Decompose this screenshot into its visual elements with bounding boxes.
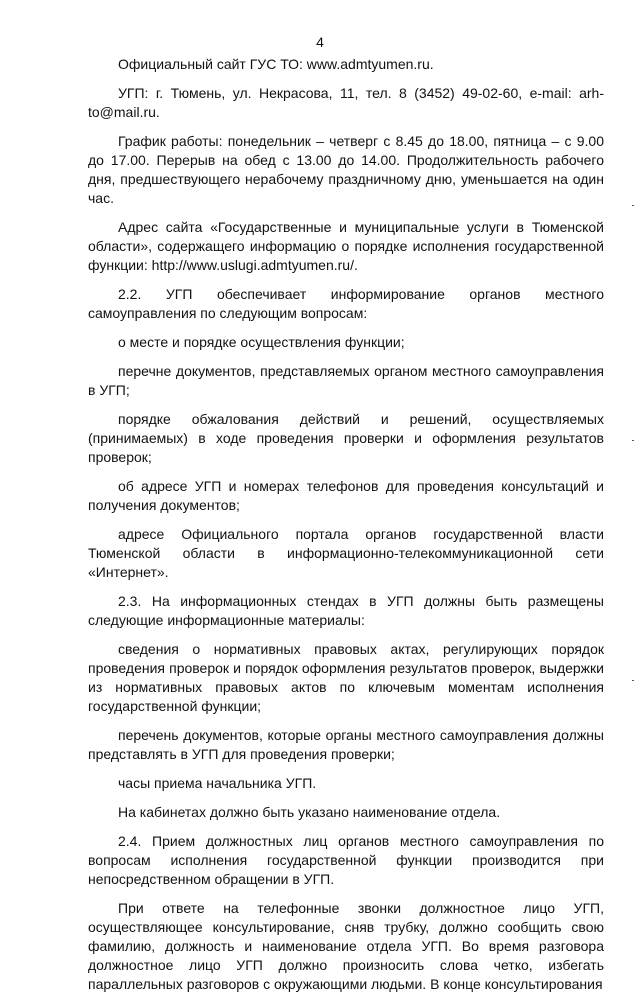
document-body — [88, 55, 604, 994]
list-item-address-phones: об адресе УГП и номерах телефонов для проведения консультаций и получения документов; — [88, 478, 604, 513]
paragraph-2-2: 2.2. УГП обеспечивает информирование органов местного самоуправления по следующим вопросам: — [88, 286, 604, 321]
paragraph-2-4: 2.4. Прием должностных лиц органов местного самоуправления по вопросам исполнения государственной функции производится при непосредственном обращении в УГП. — [88, 833, 604, 887]
list-item-place-order: о месте и порядке осуществления функции; — [118, 334, 405, 350]
scan-mark — [632, 680, 634, 681]
paragraph-work-schedule: График работы: понедельник – четверг с 8.45 до 18.00, пятница – с 9.00 до 17.00. Перерыв на обед с 13.00 до 14.00. Продолжительность рабочего дня, предшествующего нерабочему праздничному дню, уменьшается на один час. — [88, 133, 604, 206]
scan-mark — [632, 440, 634, 441]
paragraph-official-site: Официальный сайт ГУС ТО: www.admtyumen.ru. — [118, 56, 434, 72]
list-item-appeal: порядке обжалования действий и решений, осуществляемых (принимаемых) в ходе проведения проверки и оформления результатов проверок; — [88, 411, 604, 465]
paragraph-services-site: Адрес сайта «Государственные и муниципальные услуги в Тюменской области», содержащего информацию о порядке исполнения государственной функции: http://www.uslugi.admtyumen.ru/. — [88, 219, 604, 273]
list-item-normative-acts: сведения о нормативных правовых актах, регулирующих порядок проведения проверок и порядок оформления результатов проверок, выдержки из нормативных правовых актов по ключевым моментам исполнения государственной функции; — [88, 641, 604, 714]
paragraph-2-3: 2.3. На информационных стендах в УГП должны быть размещены следующие информационные материалы: — [88, 593, 604, 628]
page-number: 4 — [316, 34, 324, 50]
list-item-reception-hours: часы приема начальника УГП. — [118, 775, 317, 791]
list-item-portal-address: адресе Официального портала органов государственной власти Тюменской области в информационно-телекоммуникационной сети «Интернет». — [88, 526, 604, 580]
paragraph-phone-answering: При ответе на телефонные звонки должностное лицо УГП, осуществляющее консультирование, сняв трубку, должно сообщить свою фамилию, должность и наименование отдела УГП. Во время разговора должностное лицо УГП должно произносить слова четко, избегать параллельных разговоров с окружающими людьми. В конце консультирования — [88, 900, 604, 992]
paragraph-cabinets: На кабинетах должно быть указано наименование отдела. — [118, 804, 501, 820]
list-item-documents-list: перечень документов, которые органы местного самоуправления должны представлять в УГП для проведения проверки; — [88, 727, 604, 762]
list-item-documents: перечне документов, представляемых органом местного самоуправления в УГП; — [88, 363, 604, 398]
paragraph-ugp-contacts: УГП: г. Тюмень, ул. Некрасова, 11, тел. 8 (3452) 49-02-60, e-mail: arh-to@mail.ru. — [88, 85, 604, 120]
scan-mark — [632, 205, 634, 206]
